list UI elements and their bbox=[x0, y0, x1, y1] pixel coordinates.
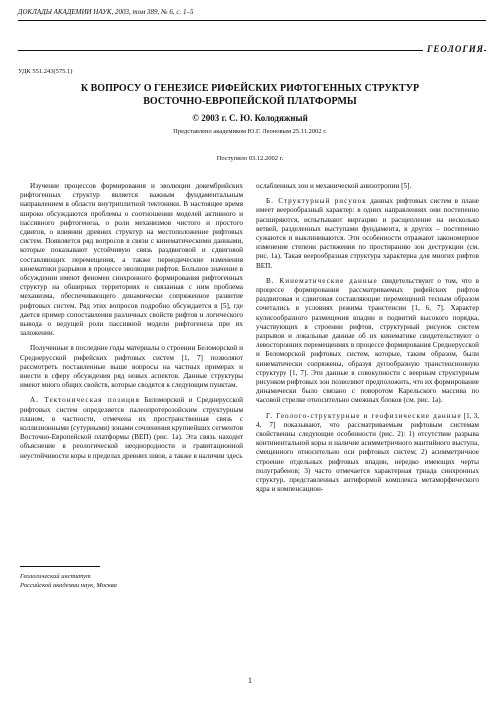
title-line-1: К ВОПРОСУ О ГЕНЕЗИСЕ РИФЕЙСКИХ РИФТОГЕННЫХ СТРУКТУР bbox=[80, 83, 420, 94]
paragraph-text: данных рифтовых систем в плане имеет веерообразный характер: в одних направлениях они постепенно расширяются, испытывают виргацию и расщепление на несколько ветвей, разделенных выступами фундамента, в других – постепенно сужаются и выклиниваются. Эти особенности отражают закономерное изменение степени растяжения по простиранию зон деструкции (см. рис. 1а). Такая веерообразная структура характерна для многих рифтов ВЕП. bbox=[256, 197, 479, 270]
received-date: Поступило 03.12.2002 г. bbox=[216, 155, 284, 162]
footnote-rule bbox=[20, 566, 100, 567]
paragraph: Изучение процессов формирования и эволюции докембрийских рифтогенных структур является важным фундаментальным направлением в области внутриплитной тектоники. В настоящее время широко обсуждаются проблемы о соотношении моделей активного и пассивного рифтогенеза, о роли механизмов чистого и простого сдвигов, о влиянии древних структур на местоположение рифтовых систем. Появляется ряд вопросов в связи с кинематическими данными, которые показывают устойчивую связь раздвиговой и сдвиговой составляющих перемещения, а также периодические изменения кинематики разрывов в процессе эволюции рифтов. Большое значение в обсуждении имеют феномен синхронного формирования рифтогенных структур на обширных территориях и связанная с ним проблема механизма, обеспечивающего динамически сопряженное развитие рифтовых систем. Ряд этих вопросов подробно обсуждается в [5], где дается пример сопоставления различных свойств рифтов и логического вывода о ведущей роли пассивной модели рифтогенеза при их заложении. bbox=[20, 182, 243, 338]
paragraph-heading: Б. Структурный рисунок bbox=[266, 197, 367, 206]
paragraph-g bbox=[256, 412, 479, 495]
section-rule bbox=[18, 50, 486, 51]
title-line-2: ВОСТОЧНО-ЕВРОПЕЙСКОЙ ПЛАТФОРМЫ bbox=[143, 96, 357, 107]
section-label: ГЕОЛОГИЯ bbox=[423, 44, 484, 54]
author-line: © 2003 г. С. Ю. Колодяжный bbox=[192, 113, 308, 123]
udk-code: УДК 551.243(575.1) bbox=[18, 68, 73, 75]
paragraph-heading: А. Тектоническая позиция bbox=[30, 396, 140, 405]
footnote-line: Геологический институт bbox=[20, 573, 91, 580]
footnote-line: Российской академии наук, Москва bbox=[20, 582, 117, 589]
paragraph-a bbox=[20, 396, 243, 460]
paragraph-heading: В. Кинематические данные bbox=[266, 276, 378, 285]
presented-by: Представлено академиком Ю.Г. Леоновым 25.11.2002 г. bbox=[173, 128, 327, 135]
paragraph-text: Беломорской и Среднерусской рифтовых систем определяется палеопротерозойским структурным планом, в частности, отмечена их пространственная связь с коллизионными (сутурными) зонами сочленения крупнейших сегментов Восточно-Европейской платформы (ВЕП) (рис. 1а). Эта связь находит объяснение в реологической неоднородности и гравитационной неустойчивости коры в пределах древних швов, а также в наличии здесь bbox=[20, 396, 243, 460]
running-header: ДОКЛАДЫ АКАДЕМИИ НАУК, 2003, том 389, № 6, с. 1–5 bbox=[18, 8, 194, 16]
paragraph-text: свидетельствуют о том, что в процессе формирования рассматриваемых рифейских рифтов раздвиговая и сдвиговая составляющие перемещений тесным образом сочетались в условиях режима транстенсии [1, 6, 7]. Характер кулисообразного размещения впадин и подвитий высокого порядка, участвующих в строении рифтов, структурный рисунок систем разрывов и локальные данные об их кинематике свидетельствуют о левосторонних перемещениях в процессе формирования Среднерусской и Беломорской рифтовых систем, которые, таким образом, были кинематически сопряжены, образуя дугообразную транстенсионную структуру [1, 7]. Эти данные в совокупности с веерным структурным рисунком рифтовых зон позволяют предположить, что их формирование динамически было связано с поворотом Карельского массива по часовой стрелке относительно смежных блоков (см. рис. 1а). bbox=[256, 276, 479, 405]
paragraph: Полученные в последние годы материалы о строении Беломорской и Среднерусской рифейских рифтовых систем [1, 7] позволяют рассмотреть поставленные выше вопросы на частных примерах и внести в сферу обсуждения ряд новых аспектов. Данные структуры имеют много общих свойств, которые сводятся к следующим пунктам. bbox=[20, 344, 243, 390]
paragraph: ослабленных зон и механической анизотропии [5]. bbox=[256, 182, 412, 190]
header-rule bbox=[18, 20, 486, 21]
article-title bbox=[20, 82, 480, 108]
paragraph-v bbox=[256, 277, 479, 406]
left-column bbox=[20, 182, 243, 467]
paragraph-b bbox=[256, 197, 479, 271]
paragraph-text: [1, 3, 4, 7] показывают, что рассматриваемым рифтовым системам свойственны следующие особенности (рис. 2): 1) отсутствие разрыва континентальной коры и наличие асимметричного мантийного выступа, смещенного относительно оси рифтовых систем; 2) асимметричное строение отдельных рифтовых впадин, нередко имеющих черты полуграбенов; 3) часто отмечается характерная триада синхронных структур, представленных антиформой комплекса метаморфического ядра и компенсацион- bbox=[256, 411, 479, 494]
page-number: 1 bbox=[248, 676, 252, 685]
paragraph-heading: Г. Геолого-структурные и геофизические данные bbox=[266, 411, 462, 420]
footnote bbox=[20, 572, 117, 590]
right-column bbox=[256, 182, 479, 501]
